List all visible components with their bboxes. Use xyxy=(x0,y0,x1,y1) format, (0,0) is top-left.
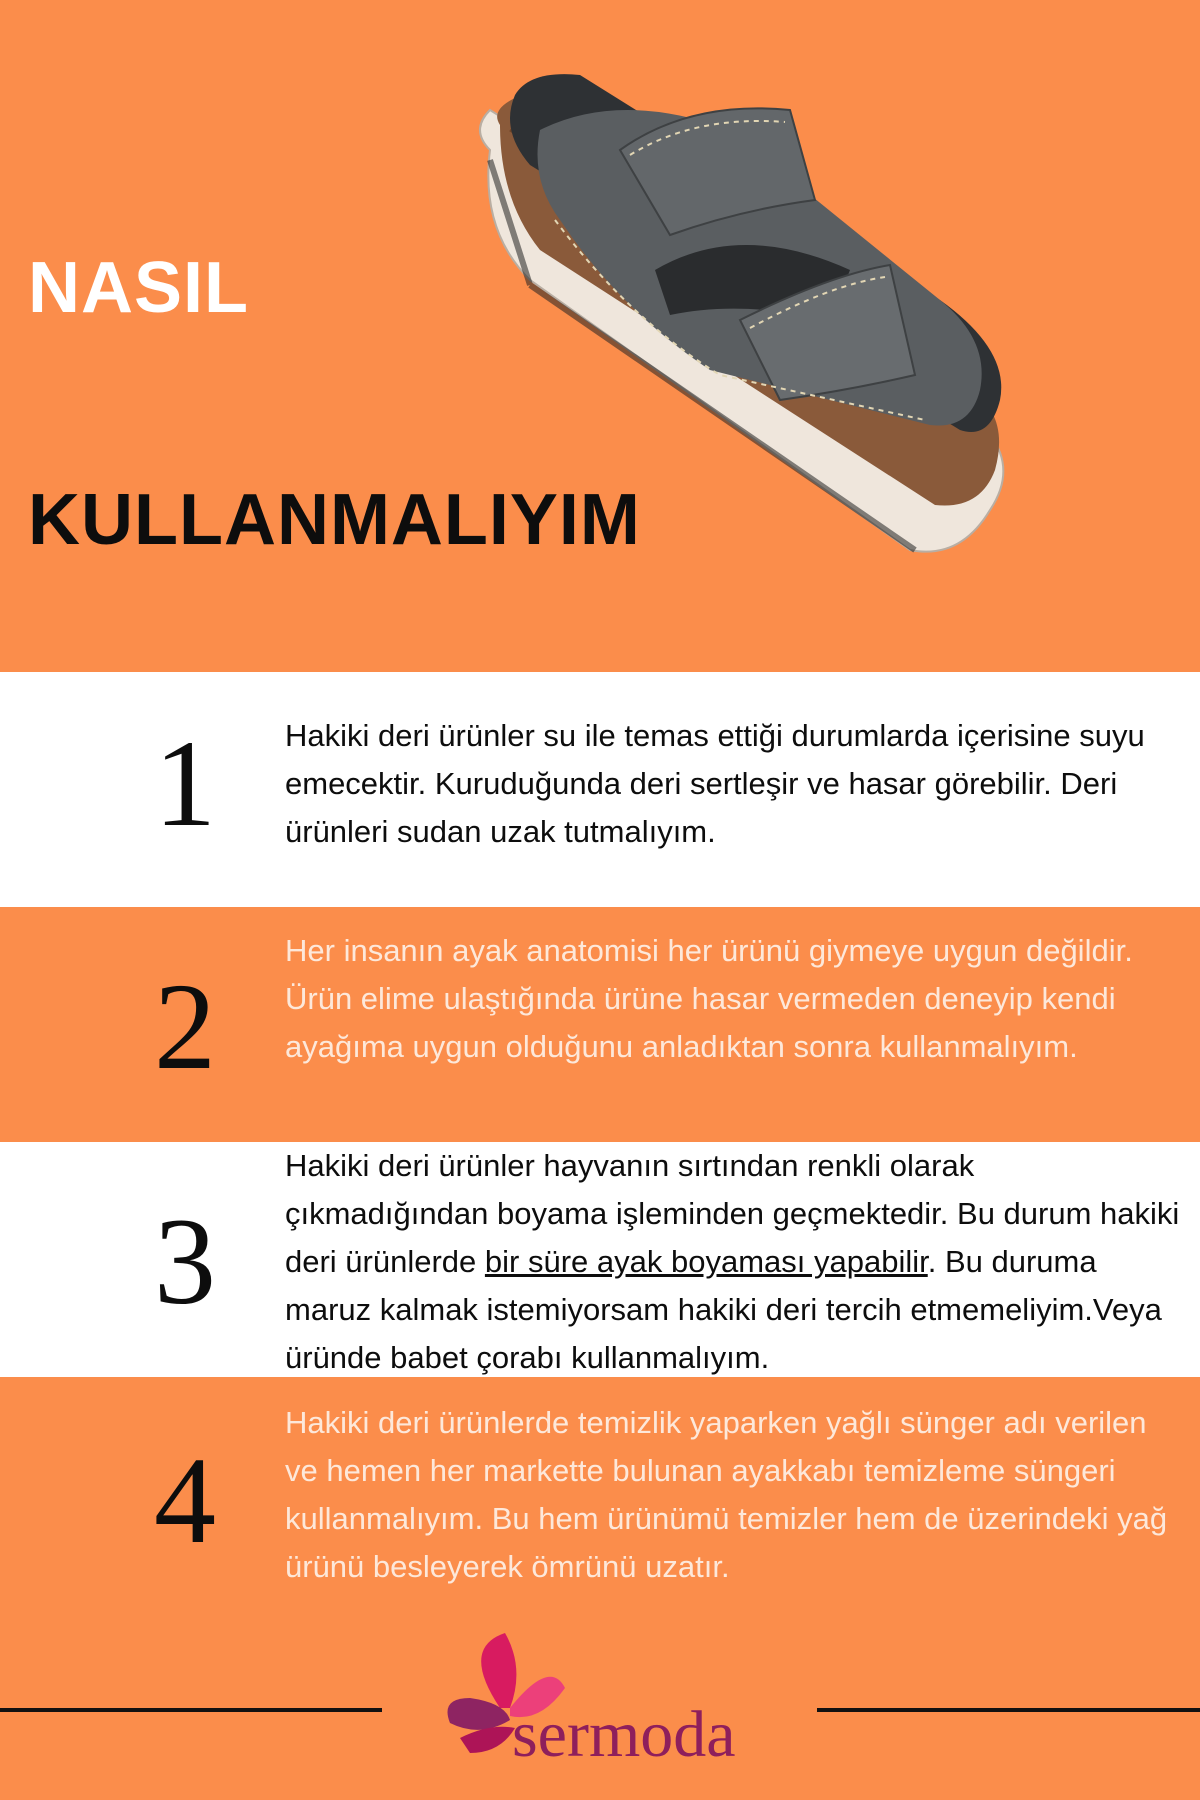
step-number: 2 xyxy=(154,958,216,1095)
brand-logo xyxy=(430,1628,770,1778)
hero-section xyxy=(0,0,1200,672)
step-text-part: Hakiki deri ürünler hayvanın sırtından renkli olarak çıkmadığından boyama işleminden geçmektedir. Bu durum hakiki deri ürünlerde xyxy=(285,1148,1180,1279)
title-line-1: NASIL xyxy=(28,248,249,328)
step-text xyxy=(285,1142,1185,1382)
divider-right xyxy=(817,1708,1200,1712)
step-number: 4 xyxy=(154,1432,216,1569)
step-3 xyxy=(0,1142,1200,1377)
step-text: Hakiki deri ürünlerde temizlik yaparken yağlı sünger adı verilen ve hemen her markette bulunan ayakkabı temizleme süngeri kullanmalıyım. Bu hem ürünümü temizler hem de üzerindeki yağ ürünü besleyerek ömrünü uzatır. xyxy=(285,1405,1168,1584)
title-line-2: KULLANMALIYIM xyxy=(28,480,641,560)
step-1 xyxy=(0,672,1200,907)
step-number: 3 xyxy=(154,1193,216,1330)
step-text: Her insanın ayak anatomisi her ürünü giymeye uygun değildir. Ürün elime ulaştığında ürüne hasar vermeden deneyip kendi ayağıma uygun olduğunu anladıktan sonra kullanmalıyım. xyxy=(285,933,1133,1064)
step-4 xyxy=(0,1377,1200,1620)
step-2 xyxy=(0,907,1200,1142)
footer xyxy=(0,1620,1200,1800)
step-text-underlined: bir süre ayak boyaması yapabilir xyxy=(484,1244,928,1279)
step-text: Hakiki deri ürünler su ile temas ettiği durumlarda içerisine suyu emecektir. Kuruduğunda deri sertleşir ve hasar görebilir. Deri ürünleri sudan uzak tutmalıyım. xyxy=(285,718,1145,849)
brand-name: sermoda xyxy=(512,1698,736,1771)
step-number: 1 xyxy=(154,715,216,852)
divider-left xyxy=(0,1708,382,1712)
sandal-image xyxy=(470,70,1150,590)
step-text-part: . Bu duruma maruz kalmak istemiyorsam hakiki deri tercih etmemeliyim.Veya üründe babet çorabı kullanmalıyım. xyxy=(285,1244,1162,1375)
